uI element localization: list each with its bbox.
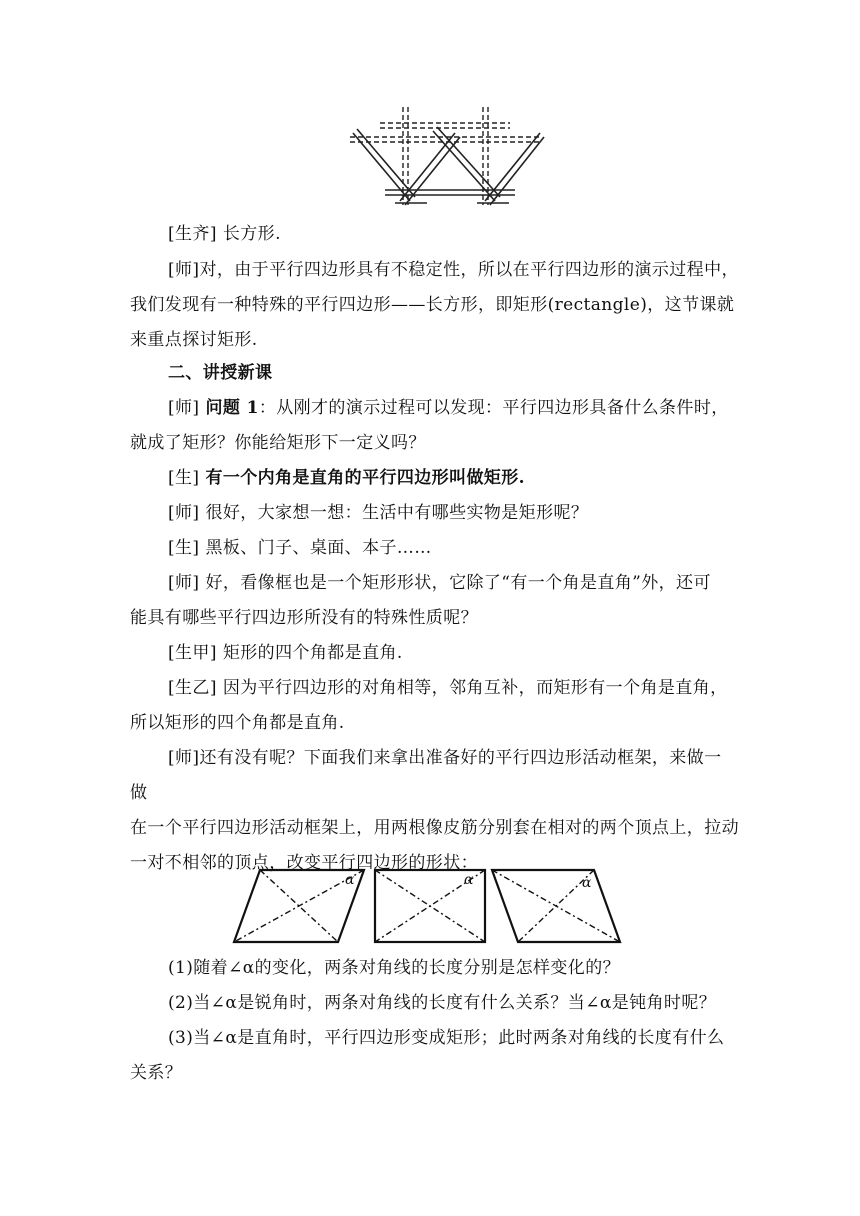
question-1: (1)随着∠α的变化，两条对角线的长度分别是怎样变化的？ <box>168 958 621 978</box>
paragraph-teacher-question <box>168 501 730 525</box>
paragraph-student-b-line1 <box>168 676 730 700</box>
question-3-line2: 关系？ <box>130 1063 183 1083</box>
question-label: 问题 1 <box>205 398 259 418</box>
paragraph-text: 黑板、门子、桌面、本子…… <box>205 538 432 558</box>
paragraph-teacher-intro-line3: 来重点探讨矩形. <box>130 330 258 350</box>
speaker-tag: [生甲] <box>168 643 217 663</box>
speaker-tag: [师] <box>168 503 200 523</box>
paragraph-teacher-activity-line2: 做 <box>130 783 148 803</box>
paragraph-teacher-frame-line1 <box>168 571 730 595</box>
paragraph-instructions-line2: 一对不相邻的顶点，改变平行四边形的形状： <box>130 853 478 873</box>
angle-alpha-label: α <box>582 875 592 891</box>
paragraph-instructions-line1: 在一个平行四边形活动框架上，用两根像皮筋分别套在相对的两个顶点上，拉动 <box>130 818 739 838</box>
angle-alpha-label: α <box>464 872 474 888</box>
paragraph-text: 好，看像框也是一个矩形形状，它除了“有一个角是直角”外，还可 <box>205 573 711 593</box>
parallelogram-figure-1 <box>232 866 367 946</box>
paragraph-teacher-activity-line1: [师]还有没有呢？下面我们来拿出准备好的平行四边形活动框架，来做一 <box>168 748 722 768</box>
question-3-line1: (3)当∠α是直角时，平行四边形变成矩形；此时两条对角线的长度有什么 <box>168 1028 725 1048</box>
paragraph-text: ：从刚才的演示过程可以发现：平行四边形具备什么条件时， <box>258 398 729 418</box>
parallelogram-figure-2 <box>372 866 488 946</box>
speaker-tag: [师] <box>168 573 200 593</box>
question-2: (2)当∠α是锐角时，两条对角线的长度有什么关系？当∠α是钝角时呢？ <box>168 993 717 1013</box>
speaker-tag: [师] <box>168 398 200 418</box>
paragraph-teacher-frame-line2: 能具有哪些平行四边形所没有的特殊性质呢？ <box>130 608 478 628</box>
paragraph-student-answer-1 <box>168 222 730 246</box>
paragraph-student-b-line2: 所以矩形的四个角都是直角. <box>130 713 345 733</box>
paragraph-question1-line1 <box>168 396 730 420</box>
speaker-tag: [生] <box>168 468 200 488</box>
parallelogram-figure-3 <box>490 866 622 946</box>
paragraph-teacher-intro-line2: 我们发现有一种特殊的平行四边形——长方形，即矩形(rectangle)，这节课就 <box>130 295 735 315</box>
paragraph-text: 长方形. <box>222 224 281 244</box>
definition-text: 有一个内角是直角的平行四边形叫做矩形. <box>205 468 525 488</box>
section-heading: 二、讲授新课 <box>168 363 273 383</box>
paragraph-question1-line2: 就成了矩形？你能给矩形下一定义吗？ <box>130 433 426 453</box>
paragraph-definition <box>168 466 730 490</box>
stick-frame-figure <box>345 105 550 213</box>
paragraph-student-a <box>168 641 730 665</box>
paragraph-text: 矩形的四个角都是直角. <box>222 643 403 663</box>
paragraph-text: 很好，大家想一想：生活中有哪些实物是矩形呢？ <box>205 503 589 523</box>
speaker-tag: [生乙] <box>168 678 217 698</box>
speaker-tag: [生齐] <box>168 224 217 244</box>
paragraph-student-examples <box>168 536 730 560</box>
paragraph-text: 因为平行四边形的对角相等，邻角互补，而矩形有一个角是直角， <box>222 678 728 698</box>
paragraph-teacher-intro-line1: [师]对，由于平行四边形具有不稳定性，所以在平行四边形的演示过程中， <box>168 260 739 280</box>
speaker-tag: [生] <box>168 538 200 558</box>
angle-alpha-label: α <box>345 872 355 888</box>
